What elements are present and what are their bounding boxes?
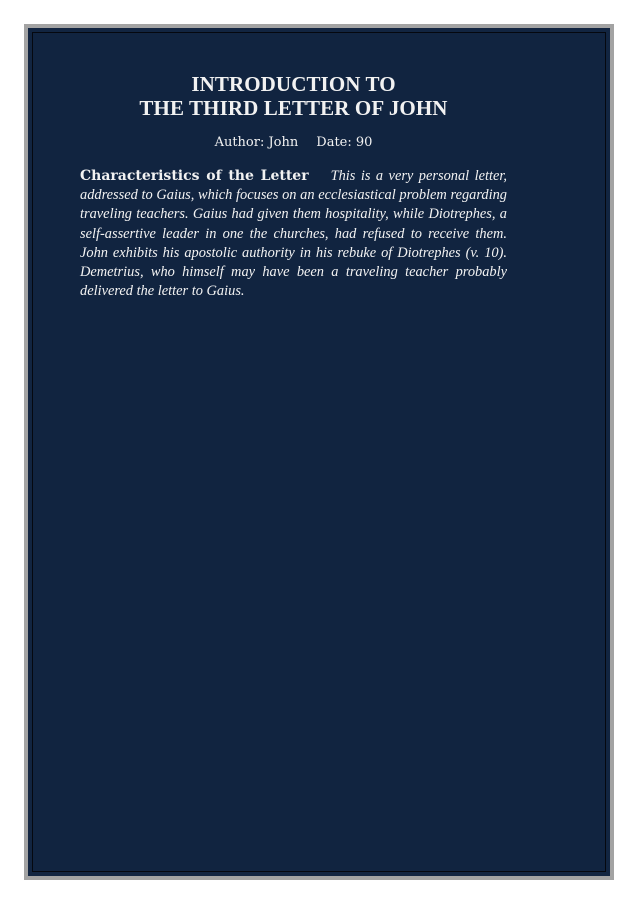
author-text: Author: John — [214, 135, 299, 150]
section-heading: Characteristics of the Letter — [80, 168, 309, 184]
characteristics-paragraph — [80, 167, 507, 301]
title-line-2: THE THIRD LETTER OF JOHN — [139, 96, 448, 120]
document-title — [80, 72, 507, 120]
document-content — [80, 72, 507, 301]
author-date-line — [80, 135, 507, 151]
date-text: Date: 90 — [316, 135, 373, 150]
section-body: This is a very personal letter, addressed to Gaius, which focuses on an ecclesiastical problem regarding traveling teachers. Gaius had given them hospitality, while Diotrephes, a self-assertive leader in one the churches, had refused to receive them. John exhibits his apostolic authority in his rebuke of Diotrephes (v. 10). Demetrius, who himself may have been a traveling teacher probably delivered the letter to Gaius. — [80, 168, 507, 300]
title-line-1: INTRODUCTION TO — [191, 72, 396, 96]
